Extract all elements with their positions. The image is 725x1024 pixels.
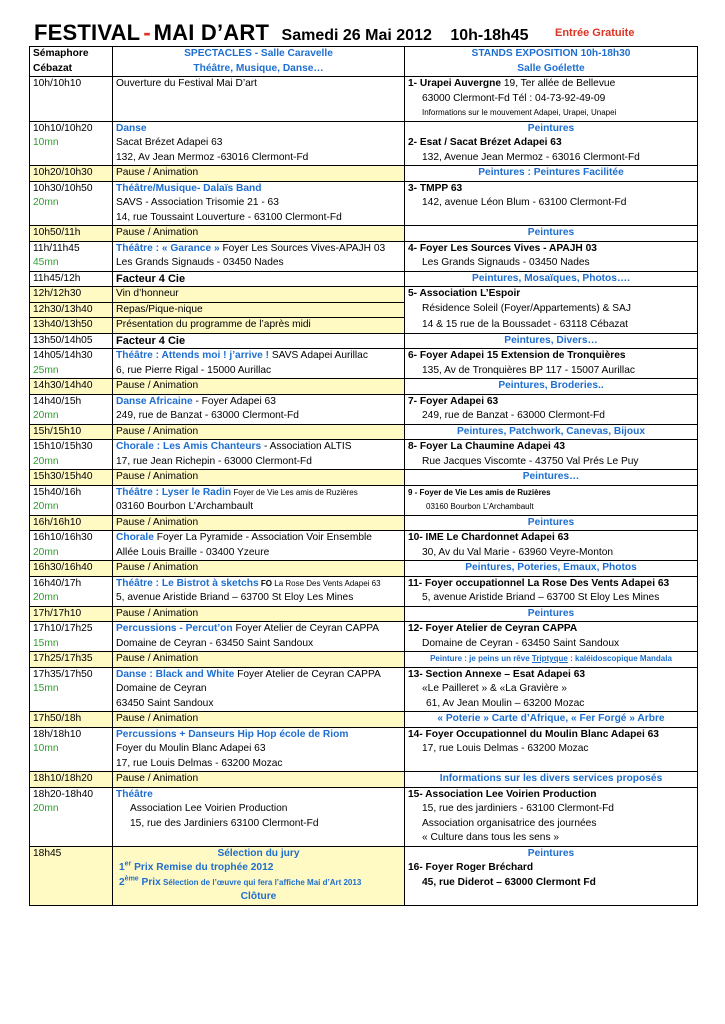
table-row (30, 379, 698, 395)
show-cell: Théâtre/Musique- Dalaïs Band SAVS - Association Trisomie 21 - 63 14, rue Toussaint Louverture - 63100 Clermont-Fd (113, 181, 405, 226)
time-cell: 15h30/15h40 (30, 470, 113, 486)
header-spectacles: SPECTACLES - Salle Caravelle Théâtre, Musique, Danse… (113, 47, 405, 77)
table-row (30, 287, 698, 303)
table-row (30, 424, 698, 440)
time-cell: 16h30/16h40 (30, 561, 113, 577)
table-row (30, 531, 698, 561)
table-row (30, 667, 698, 712)
show-cell: Pause / Animation (113, 470, 405, 486)
show-cell: Théâtre : Le Bistrot à sketchs FO La Rose Des Vents Adapei 63 5, avenue Aristide Briand – 63700 St Eloy Les Mines (113, 576, 405, 606)
time-cell: 12h/12h30 (30, 287, 113, 303)
stand-cell: Peintures, Divers… (405, 333, 698, 349)
table-row (30, 121, 698, 166)
stand-cell: 14- Foyer Occupationnel du Moulin Blanc Adapei 63 17, rue Louis Delmas - 63200 Mozac (405, 727, 698, 772)
schedule-table (29, 46, 698, 906)
time-cell: 12h30/13h40 (30, 302, 113, 318)
free-entry-label: Entrée Gratuite (555, 27, 635, 39)
stand-cell: Peinture : je peins un rêve Triptyque : kaléidoscopique Mandala (405, 652, 698, 668)
show-cell: Vin d’honneur (113, 287, 405, 303)
time-cell: 16h10/16h30 20mn (30, 531, 113, 561)
table-row (30, 622, 698, 652)
stand-cell: Peintures, Broderies.. (405, 379, 698, 395)
table-row (30, 787, 698, 846)
header-stands: STANDS EXPOSITION 10h-18h30 Salle Goélette (405, 47, 698, 77)
time-cell: 11h45/12h (30, 271, 113, 287)
stand-cell: 14 & 15 rue de la Boussadet - 63118 Cébazat (405, 318, 698, 334)
page-header (34, 20, 635, 46)
show-cell: Pause / Animation (113, 606, 405, 622)
time-cell: 16h40/17h 20mn (30, 576, 113, 606)
show-cell: Facteur 4 Cie (113, 333, 405, 349)
stand-cell: Peintures 16- Foyer Roger Bréchard 45, rue Diderot – 63000 Clermont Fd (405, 846, 698, 905)
show-cell: Chorale Foyer La Pyramide - Association Voir Ensemble Allée Louis Braille - 03400 Yzeure (113, 531, 405, 561)
show-cell: Sélection du jury 1er Prix Remise du trophée 2012 2ème Prix Sélection de l’œuvre qui fera l’affiche Mai d’Art 2013 Clôture (113, 846, 405, 905)
show-cell: Pause / Animation (113, 379, 405, 395)
show-cell: Pause / Animation (113, 561, 405, 577)
time-cell: 14h30/14h40 (30, 379, 113, 395)
table-row (30, 77, 698, 122)
time-cell: 17h35/17h50 15mn (30, 667, 113, 712)
table-header-row (30, 47, 698, 77)
time-cell: 10h50/11h (30, 226, 113, 242)
table-row (30, 772, 698, 788)
table-row (30, 181, 698, 226)
table-row (30, 226, 698, 242)
table-row (30, 166, 698, 182)
stand-cell: 4- Foyer Les Sources Vives - APAJH 03 Les Grands Signauds - 03450 Nades (405, 241, 698, 271)
time-cell: 10h30/10h50 20mn (30, 181, 113, 226)
show-cell: Danse Africaine - Foyer Adapei 63 249, rue de Banzat - 63000 Clermont-Fd (113, 394, 405, 424)
table-row (30, 485, 698, 515)
header-venue: Sémaphore Cébazat (30, 47, 113, 77)
show-cell: Ouverture du Festival Mai D’art (113, 77, 405, 122)
show-cell: Danse : Black and White Foyer Atelier de Ceyran CAPPA Domaine de Ceyran 63450 Saint Sandoux (113, 667, 405, 712)
stand-cell: 13- Section Annexe – Esat Adapei 63 «Le Pailleret » & «La Gravière » 61, Av Jean Moulin – 63200 Mozac (405, 667, 698, 712)
stand-cell: 8- Foyer La Chaumine Adapei 43 Rue Jacques Viscomte - 43750 Val Prés Le Puy (405, 440, 698, 470)
table-row (30, 515, 698, 531)
show-cell: Pause / Animation (113, 226, 405, 242)
title-dash: - (143, 20, 151, 45)
show-cell: Théâtre Association Lee Voirien Production 15, rue des Jardiniers 63100 Clermont-Fd (113, 787, 405, 846)
table-row (30, 652, 698, 668)
stand-cell: 5- Association L’Espoir (405, 287, 698, 303)
stand-cell: Informations sur les divers services proposés (405, 772, 698, 788)
page-subtitle: MAI D’ART (153, 20, 270, 45)
time-cell: 18h10/18h20 (30, 772, 113, 788)
stand-cell: Peintures (405, 515, 698, 531)
time-cell: 18h20-18h40 20mn (30, 787, 113, 846)
page-title: FESTIVAL (34, 20, 141, 45)
table-row (30, 440, 698, 470)
table-row (30, 349, 698, 379)
time-cell: 18h/18h10 10mn (30, 727, 113, 772)
stand-cell: 15- Association Lee Voirien Production 15, rue des jardiniers - 63100 Clermont-Fd Association organisatrice des journées « Culture dans tous les sens » (405, 787, 698, 846)
time-cell: 13h40/13h50 (30, 318, 113, 334)
table-row (30, 576, 698, 606)
time-cell: 14h40/15h 20mn (30, 394, 113, 424)
time-cell: 18h45 (30, 846, 113, 905)
show-cell: Pause / Animation (113, 424, 405, 440)
show-cell: Percussions + Danseurs Hip Hop école de Riom Foyer du Moulin Blanc Adapei 63 17, rue Louis Delmas - 63200 Mozac (113, 727, 405, 772)
time-cell: 14h05/14h30 25mn (30, 349, 113, 379)
table-row (30, 333, 698, 349)
stand-cell: Peintures, Poteries, Emaux, Photos (405, 561, 698, 577)
stand-cell: « Poterie » Carte d’Afrique, « Fer Forgé » Arbre (405, 712, 698, 728)
stand-cell: 3- TMPP 63 142, avenue Léon Blum - 63100 Clermont-Fd (405, 181, 698, 226)
table-row (30, 846, 698, 905)
table-row (30, 271, 698, 287)
table-row (30, 561, 698, 577)
table-row (30, 394, 698, 424)
time-cell: 17h50/18h (30, 712, 113, 728)
show-cell: Théâtre : « Garance » Foyer Les Sources Vives-APAJH 03 Les Grands Signauds - 03450 Nades (113, 241, 405, 271)
stand-cell: 1- Urapei Auvergne 19, Ter allée de Bellevue 63000 Clermont-Fd Tél : 04-73-92-49-09 Informations sur le mouvement Adapei, Urapei, Unapei (405, 77, 698, 122)
show-cell: Danse Sacat Brézet Adapei 63 132, Av Jean Mermoz -63016 Clermont-Fd (113, 121, 405, 166)
show-cell: Facteur 4 Cie (113, 271, 405, 287)
time-cell: 16h/16h10 (30, 515, 113, 531)
show-cell: Théâtre : Attends moi ! j’arrive ! SAVS Adapei Aurillac 6, rue Pierre Rigal - 15000 Aurillac (113, 349, 405, 379)
show-cell: Chorale : Les Amis Chanteurs - Association ALTIS 17, rue Jean Richepin - 63000 Clermont-Fd (113, 440, 405, 470)
table-row (30, 302, 698, 318)
stand-cell: 12- Foyer Atelier de Ceyran CAPPA Domaine de Ceyran - 63450 Saint Sandoux (405, 622, 698, 652)
stand-cell: Peintures (405, 226, 698, 242)
time-cell: 10h10/10h20 10mn (30, 121, 113, 166)
stand-cell: Peintures : Peintures Facilitée (405, 166, 698, 182)
table-row (30, 318, 698, 334)
table-row (30, 727, 698, 772)
stand-cell: Peintures, Patchwork, Canevas, Bijoux (405, 424, 698, 440)
event-hours: 10h-18h45 (450, 27, 529, 44)
stand-cell: 9 - Foyer de Vie Les amis de Ruzières 03160 Bourbon L’Archambault (405, 485, 698, 515)
table-row (30, 606, 698, 622)
show-cell: Pause / Animation (113, 712, 405, 728)
show-cell: Pause / Animation (113, 652, 405, 668)
stand-cell: 6- Foyer Adapei 15 Extension de Tronquières 135, Av de Tronquières BP 117 - 15007 Aurillac (405, 349, 698, 379)
time-cell: 10h/10h10 (30, 77, 113, 122)
stand-cell: Peintures 2- Esat / Sacat Brézet Adapei 63 132, Avenue Jean Mermoz - 63016 Clermont-Fd (405, 121, 698, 166)
table-row (30, 241, 698, 271)
stand-cell: Résidence Soleil (Foyer/Appartements) & SAJ (405, 302, 698, 318)
time-cell: 17h10/17h25 15mn (30, 622, 113, 652)
show-cell: Percussions - Percut’on Foyer Atelier de Ceyran CAPPA Domaine de Ceyran - 63450 Saint Sandoux (113, 622, 405, 652)
stand-cell: 10- IME Le Chardonnet Adapei 63 30, Av du Val Marie - 63960 Veyre-Monton (405, 531, 698, 561)
table-row (30, 712, 698, 728)
time-cell: 15h40/16h 20mn (30, 485, 113, 515)
time-cell: 15h10/15h30 20mn (30, 440, 113, 470)
show-cell: Présentation du programme de l’après midi (113, 318, 405, 334)
time-cell: 11h/11h45 45mn (30, 241, 113, 271)
show-cell: Repas/Pique-nique (113, 302, 405, 318)
time-cell: 10h20/10h30 (30, 166, 113, 182)
show-cell: Théâtre : Lyser le Radin Foyer de Vie Les amis de Ruzières 03160 Bourbon L’Archambault (113, 485, 405, 515)
show-cell: Pause / Animation (113, 515, 405, 531)
time-cell: 15h/15h10 (30, 424, 113, 440)
stand-cell: 11- Foyer occupationnel La Rose Des Vents Adapei 63 5, avenue Aristide Briand – 63700 St Eloy Les Mines (405, 576, 698, 606)
table-row (30, 470, 698, 486)
show-cell: Pause / Animation (113, 166, 405, 182)
stand-cell: Peintures… (405, 470, 698, 486)
time-cell: 17h/17h10 (30, 606, 113, 622)
stand-cell: Peintures (405, 606, 698, 622)
stand-cell: Peintures, Mosaïques, Photos…. (405, 271, 698, 287)
time-cell: 13h50/14h05 (30, 333, 113, 349)
time-cell: 17h25/17h35 (30, 652, 113, 668)
event-date: Samedi 26 Mai 2012 (281, 27, 432, 44)
show-cell: Pause / Animation (113, 772, 405, 788)
stand-cell: 7- Foyer Adapei 63 249, rue de Banzat - 63000 Clermont-Fd (405, 394, 698, 424)
